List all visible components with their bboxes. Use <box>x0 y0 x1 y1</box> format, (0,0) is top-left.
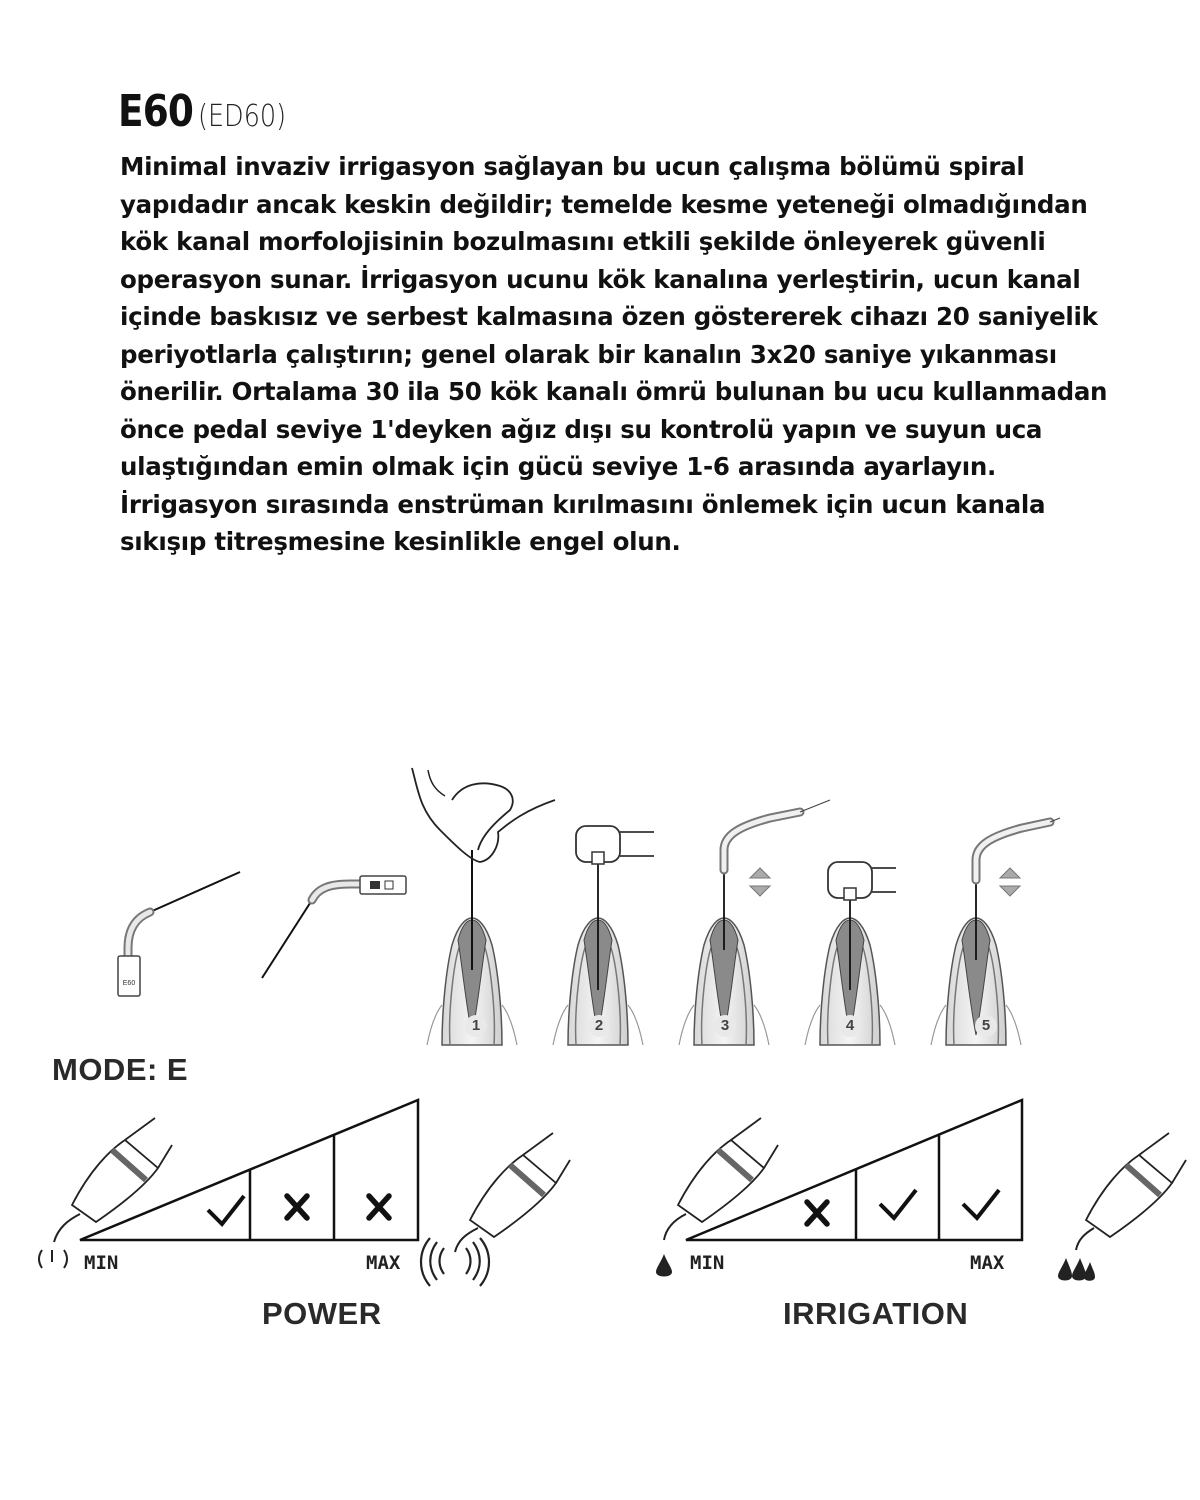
description-line: periyotlarla çalıştırın; genel olarak bir kanalın 3x20 saniye yıkanması <box>120 339 1057 369</box>
description-line: önerilir. Ortalama 30 ila 50 kök kanalı ömrü bulunan bu ucu kullanmadan <box>120 377 1108 406</box>
tip-engraving: E60 <box>122 980 136 987</box>
description-line: içinde baskısız ve serbest kalmasına özen göstererek cihazı 20 saniyelik <box>120 302 1098 331</box>
description-line: sıkışıp titreşmesine kesinlikle engel olun. <box>120 527 681 556</box>
step-2-illustration <box>553 826 654 1045</box>
description-line: ulaştığından emin olmak için gücü seviye 1-6 arasında ayarlayın. <box>120 452 996 481</box>
description-line: önce pedal seviye 1'deyken ağız dışı su kontrolü yapın ve suyun uca <box>120 414 1043 444</box>
irrigation-max-label: MAX <box>970 1252 1005 1274</box>
handpiece-low-power-icon <box>39 1118 172 1268</box>
vibration-high-icon <box>421 1238 489 1286</box>
step-3-illustration <box>679 800 830 1045</box>
product-alt-code: (ED60) <box>198 99 287 134</box>
water-drop-icon <box>656 1254 672 1277</box>
step-number: 3 <box>714 1015 736 1037</box>
irrigation-min-label: MIN <box>690 1252 725 1274</box>
mode-label: MODE: E <box>52 1052 189 1087</box>
product-code: E60 <box>118 86 194 137</box>
power-max-label: MAX <box>366 1252 401 1274</box>
irrigation-tip-side-icon <box>262 876 406 978</box>
handpiece-high-power-icon <box>421 1133 570 1286</box>
description-line: Minimal invaziv irrigasyon sağlayan bu ucun çalışma bölümü spiral <box>120 152 1025 181</box>
power-min-label: MIN <box>84 1252 119 1274</box>
description-line: İrrigasyon sırasında enstrüman kırılmasını önlemek için ucun kanala <box>120 489 1046 519</box>
step-number: 1 <box>465 1015 487 1037</box>
step-number: 5 <box>975 1015 997 1037</box>
power-caption: POWER <box>262 1296 382 1331</box>
step-number: 4 <box>839 1015 861 1037</box>
water-drops-icon <box>1058 1258 1095 1281</box>
step-number: 2 <box>588 1015 610 1037</box>
step-5-illustration <box>931 818 1060 1045</box>
irrigation-tip-icon <box>118 872 240 996</box>
description-line: yapıdadır ancak keskin değildir; temelde kesme yeteneği olmadığından <box>120 189 1088 219</box>
description-line: operasyon sunar. İrrigasyon ucunu kök kanalına yerleştirin, ucun kanal <box>120 264 1081 294</box>
handpiece-high-water-icon <box>1058 1133 1186 1281</box>
irrigation-caption: IRRIGATION <box>783 1296 969 1331</box>
description-line: kök kanal morfolojisinin bozulmasını etkili şekilde önleyerek güvenli <box>120 227 1046 256</box>
step-1-illustration <box>412 768 555 1045</box>
